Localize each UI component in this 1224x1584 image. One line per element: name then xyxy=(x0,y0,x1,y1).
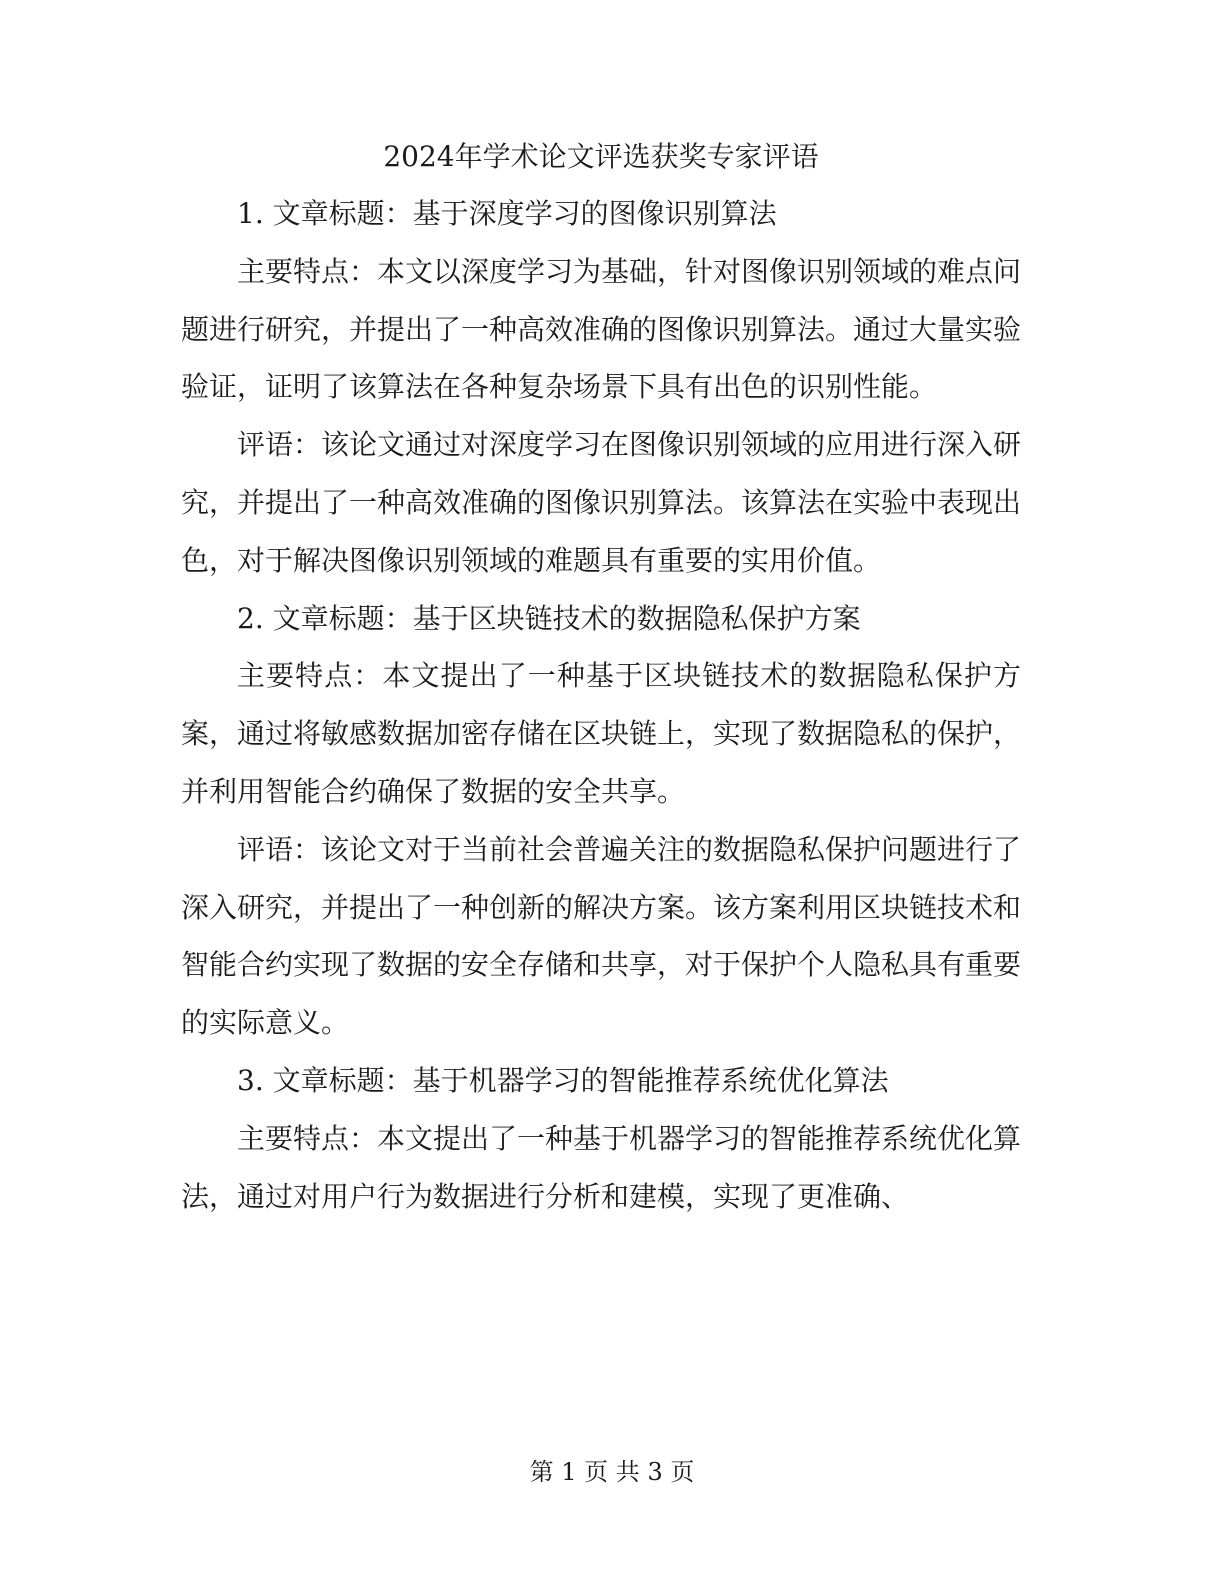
section-3-heading: 3. 文章标题：基于机器学习的智能推荐系统优化算法 xyxy=(237,1063,889,1097)
document-title: 2024年学术论文评选获奖专家评语 xyxy=(383,140,819,173)
document-body xyxy=(181,128,1021,1225)
section-3 xyxy=(181,1052,1021,1225)
section-2-features: 主要特点：本文提出了一种基于区块链技术的数据隐私保护方案，通过将敏感数据加密存储在区块链上，实现了数据隐私的保护，并利用智能合约确保了数据的安全共享。 xyxy=(181,659,1022,808)
section-2-comment: 评语：该论文对于当前社会普遍关注的数据隐私保护问题进行了深入研究，并提出了一种创新的解决方案。该方案利用区块链技术和智能合约实现了数据的安全存储和共享，对于保护个人隐私具有重要的实际意义。 xyxy=(181,832,1022,1040)
section-2 xyxy=(181,590,1021,1052)
section-1-comment: 评语：该论文通过对深度学习在图像识别领域的应用进行深入研究，并提出了一种高效准确的图像识别算法。该算法在实验中表现出色，对于解决图像识别领域的难题具有重要的实用价值。 xyxy=(181,428,1022,577)
section-2-heading: 2. 文章标题：基于区块链技术的数据隐私保护方案 xyxy=(237,601,861,635)
section-1-features: 主要特点：本文以深度学习为基础，针对图像识别领域的难点问题进行研究，并提出了一种高效准确的图像识别算法。通过大量实验验证，证明了该算法在各种复杂场景下具有出色的识别性能。 xyxy=(181,254,1022,404)
section-1-heading: 1. 文章标题：基于深度学习的图像识别算法 xyxy=(237,197,777,230)
page-number-footer: 第 1 页 共 3 页 xyxy=(529,1458,695,1486)
section-1 xyxy=(181,185,1021,590)
section-3-features: 主要特点：本文提出了一种基于机器学习的智能推荐系统优化算法，通过对用户行为数据进行分析和建模，实现了更准确、 xyxy=(181,1121,1022,1213)
